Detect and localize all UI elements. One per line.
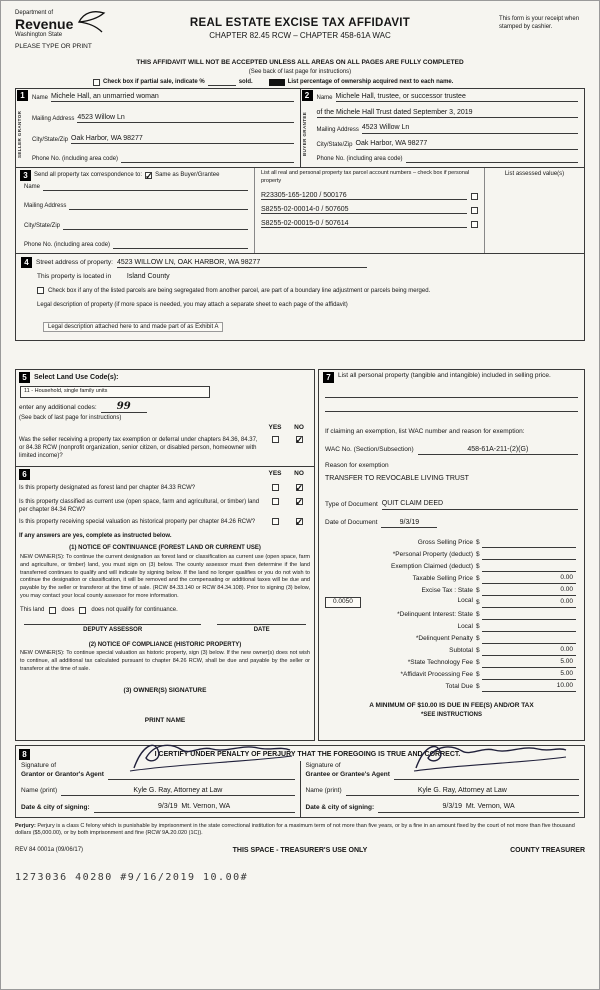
ownership-note: List percentage of ownership acquired next to each name. xyxy=(287,78,454,85)
partial-sale-row xyxy=(93,78,585,86)
forest-question: Is this property designated as forest land per chapter 84.33 RCW? xyxy=(19,485,196,492)
parcel-1-personal-checkbox[interactable] xyxy=(471,193,478,200)
section7-number: 7 xyxy=(323,372,334,383)
section5-yes-header: YES xyxy=(268,423,282,431)
deferral-yes-checkbox[interactable] xyxy=(272,436,279,443)
corr-mailing-field[interactable] xyxy=(69,209,248,210)
gross-selling-price-field[interactable] xyxy=(482,547,576,548)
forest-land-section xyxy=(15,467,315,741)
notice-compliance-body: NEW OWNER(S): To continue special valuation as historic property, sign (3) below. If the new owner(s) does not wish to continue, all additional tax calculated pursuant to chapter 84.26 RCW, shall be due and payable by the seller or transferor at the time of sale. xyxy=(20,649,310,672)
seller-mailing-field[interactable]: 4523 Willow Ln xyxy=(77,113,293,123)
corr-csz-label: City/State/Zip xyxy=(24,222,61,229)
parcel-numbers-header: List all real and personal property tax parcel account numbers – check box if personal property xyxy=(261,169,470,184)
grantee-agent-label: Grantee or Grantee's Agent xyxy=(305,770,390,778)
grantor-signature xyxy=(126,736,296,774)
personal-property-line-1[interactable] xyxy=(325,397,578,398)
assessed-values-header: List assessed value(s) xyxy=(484,168,584,253)
grantee-name-print-label: Name (print) xyxy=(305,787,342,795)
page-title: REAL ESTATE EXCISE TAX AFFIDAVIT xyxy=(189,17,411,29)
certification-section xyxy=(15,745,585,817)
tax-correspondence-section xyxy=(15,168,585,254)
excise-tax-local-field[interactable]: 0.00 xyxy=(482,598,576,608)
footer-row xyxy=(15,846,585,855)
section4-number: 4 xyxy=(21,257,32,268)
dept-state-label: Washington State xyxy=(15,32,63,39)
grantee-signature xyxy=(410,738,570,774)
same-as-buyer-label: Same as Buyer/Grantee xyxy=(155,172,220,179)
delinquent-interest-local-field[interactable] xyxy=(482,631,576,632)
current-use-question: Is this property classified as current use (open space, farm and agricultural, or timber) land per chapter 84.34 RCW? xyxy=(19,499,260,514)
exemption-claim-label: If claiming an exemption, list WAC number and reason for exemption: xyxy=(325,427,525,435)
current-use-no-checkbox[interactable] xyxy=(296,498,303,505)
see-back-note: (See back of last page for instructions) xyxy=(248,68,352,75)
seller-section-number: 1 xyxy=(17,90,28,101)
corr-csz-field[interactable] xyxy=(63,229,248,230)
document-date-label: Date of Document xyxy=(325,519,378,527)
rev-number: REV 84 0001a (09/06/17) xyxy=(15,847,84,854)
perjury-bold: Perjury: xyxy=(15,822,36,829)
same-as-buyer-checkbox[interactable] xyxy=(145,172,152,179)
affidavit-processing-fee-field[interactable]: 5.00 xyxy=(482,670,576,680)
land-use-section xyxy=(15,369,315,467)
state-technology-fee-field[interactable]: 5.00 xyxy=(482,658,576,668)
notice-continuance-title: (1) NOTICE OF CONTINUANCE (FOREST LAND OR CURRENT USE) xyxy=(69,545,261,552)
dept-revenue-label: Revenue xyxy=(15,16,74,33)
grantee-signature-line[interactable] xyxy=(394,779,579,780)
print-name-heading: PRINT NAME xyxy=(144,717,186,725)
buyer-mailing-label: Mailing Address xyxy=(316,126,359,133)
minimum-due-note: A MINIMUM OF $10.00 IS DUE IN FEE(S) AND/OR TAX xyxy=(369,702,534,710)
section6-number: 6 xyxy=(19,469,30,480)
legal-description-field[interactable]: Legal description attached here to and made part of as Exhibit A xyxy=(43,322,223,332)
does-not-label: does not qualify for continuance. xyxy=(91,607,178,614)
does-label: does xyxy=(61,607,75,614)
excise-tax-state-field[interactable]: 0.00 xyxy=(482,586,576,596)
dept-of-label: Department of xyxy=(15,10,54,16)
buyer-phone-field[interactable] xyxy=(406,162,578,163)
seller-side-label: SELLER GRANTOR xyxy=(17,110,22,158)
buyer-name-label: Name xyxy=(316,95,333,102)
personal-property-line-2[interactable] xyxy=(325,411,578,412)
corr-mailing-label: Mailing Address xyxy=(24,203,67,210)
document-type-field[interactable]: QUIT CLAIM DEED xyxy=(382,499,578,509)
section5-see-back: (See back of last page for instructions) xyxy=(19,414,122,421)
wac-number-field[interactable]: 458-61A-211-(2)(G) xyxy=(418,445,578,455)
cashier-stamp: 1273036 40280 #9/16/2019 10.00# xyxy=(15,871,249,883)
parties-row xyxy=(15,88,585,168)
form-header xyxy=(15,9,585,59)
if-yes-note: If any answers are yes, complete as instructed below. xyxy=(19,533,172,540)
property-section xyxy=(15,254,585,341)
exemption-tax-section xyxy=(318,369,585,741)
seller-mailing-label: Mailing Address xyxy=(32,116,75,123)
seller-name-field[interactable]: Michele Hall, an unmarried woman xyxy=(51,92,293,102)
personal-property-deduct-field[interactable] xyxy=(482,559,576,560)
land-use-code-box[interactable]: 11 - Household, single family units xyxy=(20,386,210,398)
street-address-label: Street address of property: xyxy=(36,259,113,267)
grantor-date-city-field[interactable]: 9/3/19 Mt. Vernon, WA xyxy=(94,802,295,812)
local-rate-field[interactable]: 0.0050 xyxy=(325,597,361,608)
section5-number: 5 xyxy=(19,372,30,383)
certify-statement: I CERTIFY UNDER PENALTY OF PERJURY THAT THE FOREGOING IS TRUE AND CORRECT. xyxy=(154,750,461,758)
county-field[interactable]: Island County xyxy=(126,272,170,280)
delinquent-penalty-field[interactable] xyxy=(482,643,576,644)
grantee-date-city-label: Date & city of signing: xyxy=(305,803,375,811)
grantee-date-city-field[interactable]: 9/3/19 Mt. Vernon, WA xyxy=(378,802,579,812)
exemption-claimed-field[interactable] xyxy=(482,571,576,572)
current-use-yes-checkbox[interactable] xyxy=(272,498,279,505)
forest-yes-checkbox[interactable] xyxy=(272,484,279,491)
subtotal-field[interactable]: 0.00 xyxy=(482,646,576,656)
grantor-sig-of-label: Signature of xyxy=(21,762,57,770)
buyer-section-number: 2 xyxy=(302,90,313,101)
historic-question: Is this property receiving special valuation as historical property per chapter 84.26 RCW? xyxy=(19,519,256,526)
section5-no-header: NO xyxy=(294,423,304,431)
section6-no-header: NO xyxy=(294,470,304,478)
seller-phone-label: Phone No. (including area code) xyxy=(32,155,119,162)
wac-label: WAC No. (Section/Subsection) xyxy=(325,446,414,454)
section3-number: 3 xyxy=(20,170,31,181)
notice-compliance-title: (2) NOTICE OF COMPLIANCE (HISTORIC PROPERTY) xyxy=(88,641,242,648)
historic-no-checkbox[interactable] xyxy=(296,518,303,525)
corr-name-label: Name xyxy=(24,183,41,190)
taxable-selling-price-field[interactable]: 0.00 xyxy=(482,574,576,584)
page-subtitle: CHAPTER 82.45 RCW – CHAPTER 458-61A WAC xyxy=(209,31,391,40)
section6-yes-header: YES xyxy=(268,470,282,478)
document-type-label: Type of Document xyxy=(325,500,378,508)
deferral-question: Was the seller receiving a property tax exemption or deferral under chapters 84.36, 84.37, or 84.38 RCW (nonprofit organization, senior citizen, or disabled person, homeowner with limited income)? xyxy=(19,436,258,459)
legal-description-label: Legal description of property (if more space is needed, you may attach a separate sheet to each page of the affidavit) xyxy=(37,301,348,308)
grantor-date-city-label: Date & city of signing: xyxy=(21,803,90,811)
land-does-not-checkbox[interactable] xyxy=(79,607,86,614)
additional-codes-label: enter any additional codes: xyxy=(19,404,97,412)
seller-csz-label: City/State/Zip xyxy=(32,137,69,144)
deputy-assessor-label: DEPUTY ASSESSOR xyxy=(83,627,143,634)
total-due-field[interactable]: 10.00 xyxy=(482,682,576,692)
segregated-checkbox[interactable] xyxy=(37,287,44,294)
notice-continuance-body: NEW OWNER(S): To continue the current designation as forest land or classification as current use (open space, farm and agriculture, or timber) land, you must sign on (3) below. The county assessor must then determine if the land transferred continues to qualify and will indicate by signing below. If the land no longer qualifies or you do not wish to continue the designation or classification, it will be removed and the compensating or additional taxes will be due and payable by the seller or transferor at the time of sale. (RCW 84.33.140 or RCW 84.34.108). Prior to signing (3) below, you may contact your local county assessor for more information. xyxy=(20,553,310,600)
middle-columns xyxy=(15,369,585,741)
corr-phone-field[interactable] xyxy=(113,248,248,249)
partial-sale-label: Check box if partial sale, indicate % xyxy=(103,78,205,85)
buyer-section xyxy=(301,88,586,168)
ink-mark xyxy=(269,79,285,86)
buyer-phone-label: Phone No. (including area code) xyxy=(316,155,403,162)
parcel-number-field-3[interactable]: S8255-02-00015-0 / 507614 xyxy=(261,220,467,228)
dor-logo xyxy=(15,9,106,39)
county-treasurer-label: COUNTY TREASURER xyxy=(510,847,585,855)
see-instructions-note: *SEE INSTRUCTIONS xyxy=(420,711,482,718)
deputy-assessor-signature-line[interactable] xyxy=(24,624,201,625)
perjury-notice xyxy=(15,823,585,839)
deferral-no-checkbox[interactable] xyxy=(296,436,303,443)
date-label: DATE xyxy=(253,627,270,634)
buyer-csz-label: City/State/Zip xyxy=(316,142,353,149)
historic-yes-checkbox[interactable] xyxy=(272,518,279,525)
section8-number: 8 xyxy=(19,749,30,760)
street-address-field[interactable]: 4523 WILLOW LN, OAK HARBOR, WA 98277 xyxy=(117,258,367,268)
grantor-name-field[interactable]: Kyle G. Ray, Attorney at Law xyxy=(61,786,294,796)
grantee-name-field[interactable]: Kyle G. Ray, Attorney at Law xyxy=(346,786,579,796)
reason-exemption-label: Reason for exemption xyxy=(325,462,389,470)
delinquent-interest-state-field[interactable] xyxy=(482,619,576,620)
document-date-field[interactable]: 9/3/19 xyxy=(381,518,437,528)
perjury-text: Perjury is a class C felony which is punishable by imprisonment in the state correctional institution for a maximum term of not more than five years, or by a fine in an amount fixed by the court of not more than five thousand dollars ($5,000.00), or by both imprisonment and fine (RCW 9A.20.020 (1C)). xyxy=(15,822,575,837)
exemption-reason-field[interactable]: TRANSFER TO REVOCABLE LIVING TRUST xyxy=(325,474,469,482)
seller-phone-field[interactable] xyxy=(121,162,293,163)
additional-codes-field[interactable]: 99 xyxy=(101,402,147,413)
partial-sale-percent-field[interactable] xyxy=(208,85,236,86)
grantor-signature-line[interactable] xyxy=(108,779,295,780)
grantor-name-print-label: Name (print) xyxy=(21,787,58,795)
parcel-3-personal-checkbox[interactable] xyxy=(471,221,478,228)
parcel-number-field-2[interactable]: S8255-02-00014-0 / 507605 xyxy=(261,206,467,214)
seller-name-label: Name xyxy=(32,95,49,102)
grantee-sig-of-label: Signature of xyxy=(305,762,341,770)
buyer-csz-field[interactable]: Oak Harbor, WA 98277 xyxy=(356,139,578,149)
buyer-side-label: BUYER GRANTEE xyxy=(301,111,307,157)
this-land-label: This land xyxy=(20,607,45,614)
grantor-agent-label: Grantor or Grantor's Agent xyxy=(21,770,104,778)
personal-property-label: List all personal property (tangible and intangible) included in selling price. xyxy=(338,371,551,379)
dor-flag-icon xyxy=(76,9,106,35)
buyer-mailing-field[interactable]: 4523 Willow Ln xyxy=(362,123,578,133)
located-in-label: This property is located in xyxy=(37,272,112,280)
deputy-date-line[interactable] xyxy=(217,624,306,625)
type-or-print-label: PLEASE TYPE OR PRINT xyxy=(15,43,92,50)
seller-csz-field[interactable]: Oak Harbor, WA 98277 xyxy=(71,134,293,144)
receipt-note: This form is your receipt when stamped by cashier. xyxy=(499,16,580,31)
parcel-number-field-1[interactable]: R23305-165-1200 / 500176 xyxy=(261,192,467,200)
sold-label: sold. xyxy=(238,78,253,85)
buyer-name-field-2[interactable]: of the Michele Hall Trust dated September 3, 2019 xyxy=(317,108,579,118)
seller-section xyxy=(15,88,301,168)
not-accepted-notice: THIS AFFIDAVIT WILL NOT BE ACCEPTED UNLESS ALL AREAS ON ALL PAGES ARE FULLY COMPLETED xyxy=(136,59,464,66)
segregated-label: Check box if any of the listed parcels are being segregated from another parcel, are part of a boundary line adjustment or parcels being merged. xyxy=(48,287,431,294)
forest-no-checkbox[interactable] xyxy=(296,484,303,491)
corr-name-field[interactable] xyxy=(43,190,248,191)
corr-phone-label: Phone No. (including area code) xyxy=(24,241,111,248)
partial-sale-checkbox[interactable] xyxy=(93,79,100,86)
send-correspondence-label: Send all property tax correspondence to: xyxy=(34,172,143,179)
parcel-2-personal-checkbox[interactable] xyxy=(471,207,478,214)
land-does-checkbox[interactable] xyxy=(49,607,56,614)
treasurer-space-label: THIS SPACE - TREASURER'S USE ONLY xyxy=(232,847,368,855)
buyer-name-field[interactable]: Michele Hall, trustee, or successor trustee xyxy=(336,92,578,102)
fees-table: Gross Selling Price $ *Personal Property (deduct) $ Exemption Claimed (deduct) $ Taxable Selling Price $ 0.00 Excise Tax : State $ 0.00 0.0050 Local $ 0.00 *Delinquent Interest: State $ Local $ *Delinquent Penalty $ Subtotal $ 0.00 *State Technology Fee $ 5.00 *Affidavit Processing Fee $ 5.00 Total Due $ 10.00 xyxy=(323,536,580,692)
owners-signature-heading: (3) OWNER(S) SIGNATURE xyxy=(123,686,207,694)
land-use-label: Select Land Use Code(s): xyxy=(34,373,119,381)
